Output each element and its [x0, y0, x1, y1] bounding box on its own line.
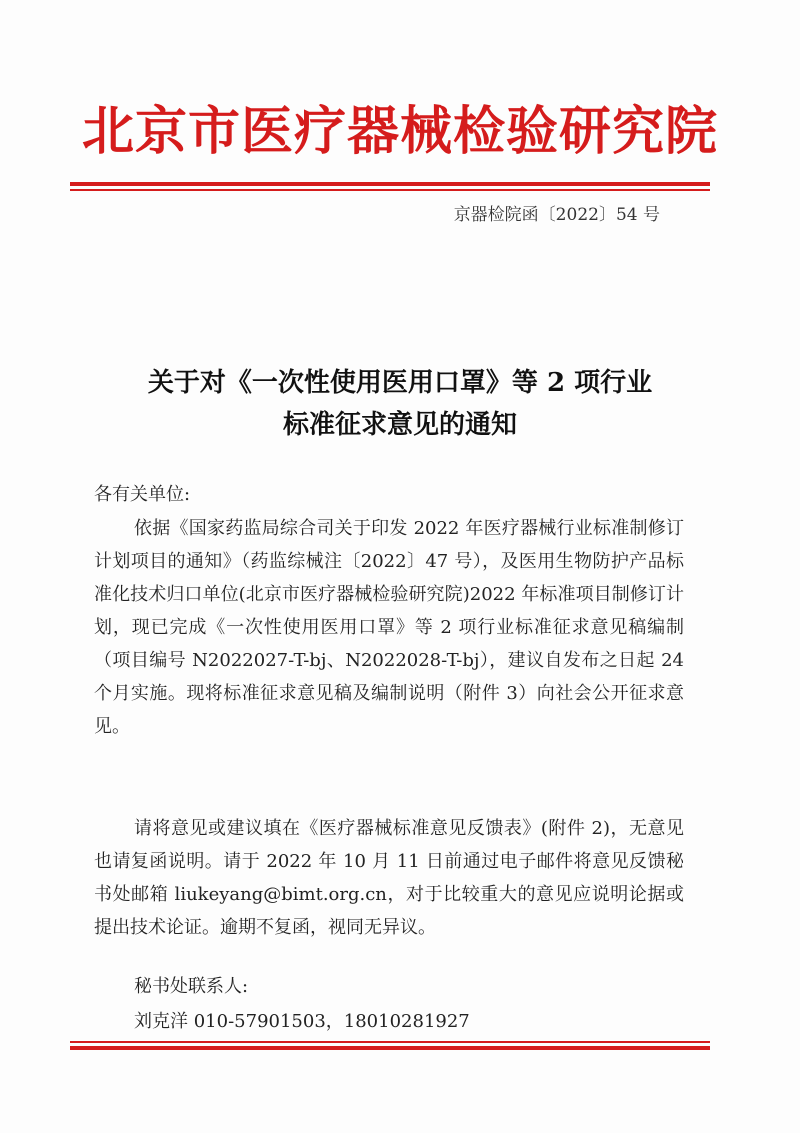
contact-info: 刘克洋 010-57901503，18010281927: [134, 1011, 470, 1032]
header-divider-thin: [70, 189, 710, 191]
notice-title-line-1: 关于对《一次性使用医用口罩》等 2 项行业: [147, 368, 653, 398]
notice-title: [70, 362, 730, 446]
body-paragraph-2: 请将意见或建议填在《医疗器械标准意见反馈表》(附件 2)，无意见也请复函说明。请于 2022 年 10 月 11 日前通过电子邮件将意见反馈秘书处邮箱 liukeyang@bimt.org.cn，对于比较重大的意见应说明论据或提出技术论证。逾期不复函，视同无异议。: [94, 818, 684, 938]
footer-divider-thick: [70, 1046, 710, 1050]
notice-title-line-2: 标准征求意见的通知: [282, 410, 517, 440]
contact-label: 秘书处联系人:: [134, 976, 249, 997]
salutation: 各有关单位:: [94, 484, 191, 505]
footer-divider-thin: [70, 1041, 710, 1043]
organization-title: 北京市医疗器械检验研究院: [81, 101, 718, 162]
document-number: 京器检院函〔2022〕54 号: [453, 205, 660, 225]
header-divider-thick: [70, 182, 710, 186]
body-paragraph-1: 依据《国家药监局综合司关于印发 2022 年医疗器械行业标准制修订计划项目的通知》（药监综械注〔2022〕47 号），及医用生物防护产品标准化技术归口单位(北京市医疗器械检验研究院)2022 年标准项目制修订计划，现已完成《一次性使用医用口罩》等 2 项行业标准征求意见稿编制（项目编号 N2022027-T-bj、N2022028-T-bj），建议自发布之日起 24 个月实施。现将标准征求意见稿及编制说明（附件 3）向社会公开征求意见。: [94, 518, 684, 737]
